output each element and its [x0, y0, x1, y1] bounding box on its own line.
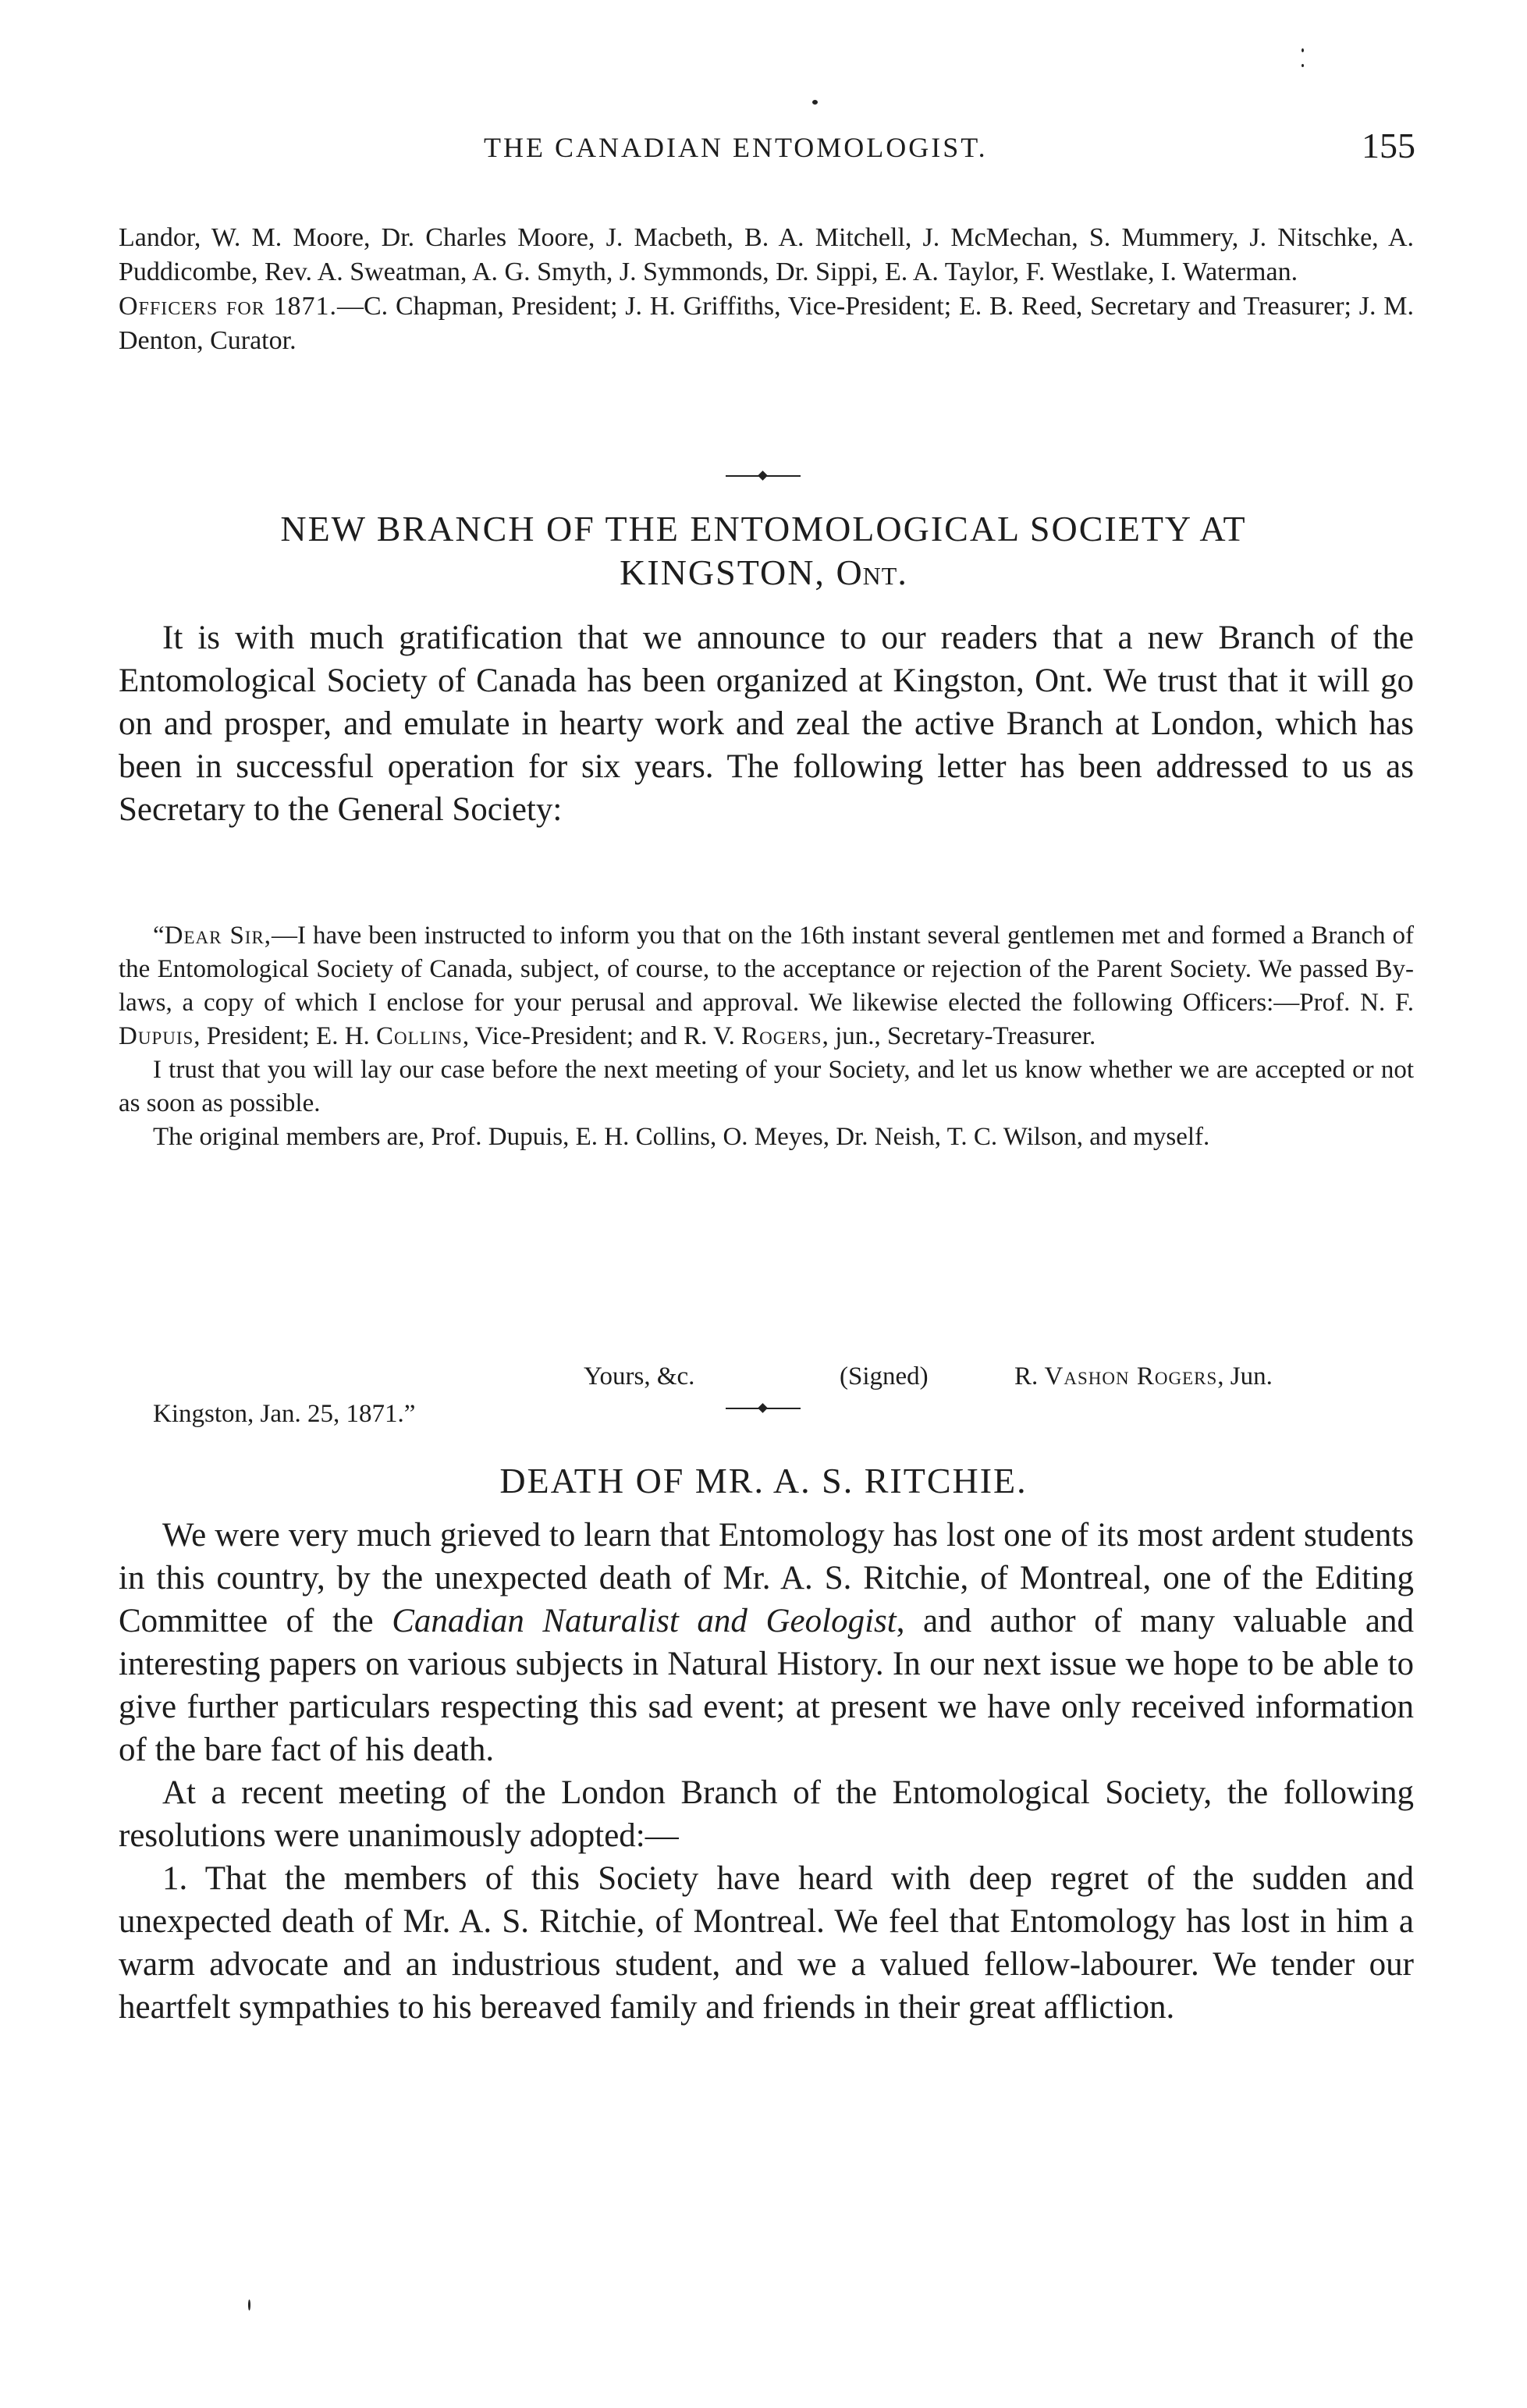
kingston-intro-paragraph: It is with much gratification that we announce to our readers that a new Branch of the Entomological Society of Canada has been organized at Kingston, Ont. We trust that it will go on and prosper, and emulate in hearty work and zeal the active Branch at London, which has been in successful operation for six years. The following letter has been addressed to us as Secretary to the General Society:	[119, 620, 1414, 828]
divider-diamond	[758, 1403, 768, 1413]
letter-place-date: Kingston, Jan. 25, 1871.”	[153, 1400, 416, 1428]
ink-speck	[1302, 64, 1304, 67]
section-divider	[726, 1404, 801, 1413]
members-list-block	[119, 221, 1414, 358]
page-header	[0, 125, 1527, 172]
ritchie-paragraph-1: We were very much grieved to learn that Entomology has lost one of its most ardent students in this country, by the unexpected death of Mr. A. S. Ritchie, of Montreal, one of the Editing Committee of the Canadian Naturalist and Geologist, and author of many valuable and interesting papers on various subjects in Natural History. In our next issue we hope to be able to give further particulars respecting this sad event; at present we have only received information of the bare fact of his death.	[119, 1517, 1414, 1768]
letter-signer: R. Vashon Rogers, Jun.	[1014, 1362, 1273, 1390]
ritchie-heading: DEATH OF MR. A. S. RITCHIE.	[499, 1461, 1028, 1501]
ink-speck	[248, 2300, 250, 2310]
ink-speck	[1302, 48, 1304, 52]
ritchie-paragraph-3: 1. That the members of this Society have heard with deep regret of the sudden and unexpected death of Mr. A. S. Ritchie, of Montreal. We feel that Entomology has lost in him a warm advocate and an industrious student, and we a valued fellow-labourer. We tender our heartfelt sympathies to his bereaved family and friends in their great affliction.	[119, 1860, 1414, 2026]
kingston-heading-line2: KINGSTON, Ont.	[620, 552, 907, 592]
letter-signed: (Signed)	[840, 1362, 929, 1390]
section-divider	[726, 471, 801, 481]
kingston-heading	[0, 507, 1527, 595]
members-list: Landor, W. M. Moore, Dr. Charles Moore, J. Macbeth, B. A. Mitchell, J. McMechan, S. Mummery, J. Nitschke, A. Puddicombe, Rev. A. Sweatman, A. G. Smyth, J. Symmonds, Dr. Sippi, E. A. Taylor, F. Westlake, I. Waterman.	[119, 223, 1414, 286]
letter-salutation: Dear Sir,	[164, 922, 272, 950]
ink-speck	[812, 100, 818, 105]
ritchie-body	[119, 1514, 1414, 2029]
ritchie-paragraph-2: At a recent meeting of the London Branch of the Entomological Society, the following resolutions were unanimously adopted:—	[119, 1774, 1414, 1854]
officers-paragraph	[119, 289, 1414, 358]
officers-label: Officers for 1871.	[119, 292, 337, 321]
letter-paragraph-1: “Dear Sir,—I have been instructed to inform you that on the 16th instant several gentlemen met and formed a Branch of the Entomological Society of Canada, subject, of course, to the acceptance or rejection of the Parent Society. We passed By-laws, a copy of which I enclose for your perusal and approval. We likewise elected the following Officers:—Prof. N. F. Dupuis, President; E. H. Collins, Vice-President; and R. V. Rogers, jun., Secretary-Treasurer.	[119, 922, 1414, 1050]
kingston-heading-line1: NEW BRANCH OF THE ENTOMOLOGICAL SOCIETY AT	[280, 509, 1247, 549]
letter-closing: Yours, &c.	[584, 1362, 695, 1390]
running-title: THE CANADIAN ENTOMOLOGIST.	[484, 132, 988, 163]
journal-title: Canadian Naturalist and Geologist	[392, 1603, 897, 1639]
divider-diamond	[758, 471, 768, 481]
page-number: 155	[1362, 126, 1415, 165]
kingston-letter	[119, 919, 1414, 1154]
kingston-intro-block	[119, 616, 1414, 831]
officers-text: —C. Chapman, President; J. H. Griffiths, Vice-President; E. B. Reed, Secretary and Treasurer; J. M. Denton, Curator.	[119, 292, 1414, 355]
letter-paragraph-2: I trust that you will lay our case before the next meeting of your Society, and let us know whether we are accepted or not as soon as possible.	[119, 1056, 1414, 1117]
letter-paragraph-3: The original members are, Prof. Dupuis, E. H. Collins, O. Meyes, Dr. Neish, T. C. Wilson, and myself.	[153, 1123, 1210, 1151]
